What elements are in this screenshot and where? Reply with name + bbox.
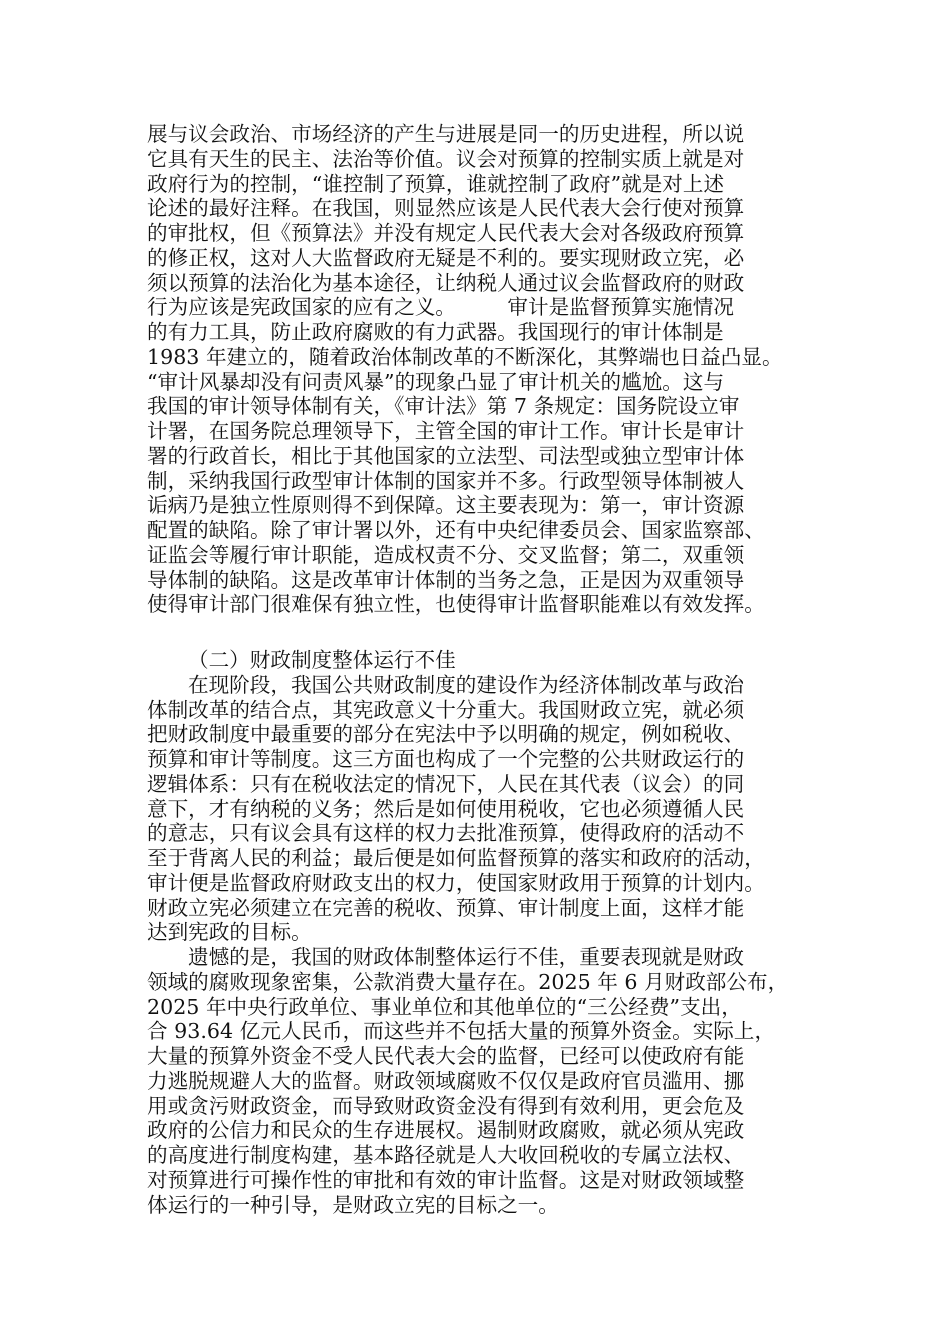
text-line: 达到宪政的目标。 xyxy=(147,920,312,945)
text-line: 的意志，只有议会具有这样的权力去批准预算，使得政府的活动不 xyxy=(147,821,745,846)
text-line: 制，采纳我国行政型审计体制的国家并不多。行政型领导体制被人 xyxy=(147,468,745,493)
text-line: 遗憾的是，我国的财政体制整体运行不佳，重要表现就是财政 xyxy=(188,945,745,969)
text-line: 合 93.64 亿元人民币，而这些并不包括大量的预算外资金。实际上， xyxy=(147,1019,776,1044)
text-line: 预算和审计等制度。这三方面也构成了一个完整的公共财政运行的 xyxy=(147,747,745,771)
text-line: 导体制的缺陷。这是改革审计体制的当务之急，正是因为双重领导 xyxy=(147,567,745,592)
text-line: 领域的腐败现象密集，公款消费大量存在。2025 年 6 月财政部公布， xyxy=(147,969,789,994)
text-line: 体运行的一种引导，是财政立宪的目标之一。 xyxy=(147,1192,559,1217)
text-line: 配置的缺陷。除了审计署以外，还有中央纪律委员会、国家监察部、 xyxy=(147,518,765,542)
text-line: 政府的公信力和民众的生存进展权。遏制财政腐败，就必须从宪政 xyxy=(147,1118,745,1143)
text-line: 力逃脱规避人大的监督。财政领域腐败不仅仅是政府官员滥用、挪 xyxy=(147,1068,745,1093)
text-line: 逻辑体系：只有在税收法定的情况下，人民在其代表（议会）的同 xyxy=(147,771,745,796)
text-line: 的审批权，但《预算法》并没有规定人民代表大会对各级政府预算 xyxy=(147,221,745,245)
text-line: 计署，在国务院总理领导下，主管全国的审计工作。审计长是审计 xyxy=(147,419,745,443)
text-line: 它具有天生的民主、法治等价值。议会对预算的控制实质上就是对 xyxy=(147,146,745,171)
text-line: 我国的审计领导体制有关，《审计法》第 7 条规定：国务院设立审 xyxy=(147,394,740,419)
text-line: 对预算进行可操作性的审批和有效的审计监督。这是对财政领域整 xyxy=(147,1167,745,1192)
text-line: 财政立宪必须建立在完善的税收、预算、审计制度上面，这样才能 xyxy=(147,895,745,920)
text-line: 至于背离人民的利益；最后便是如何监督预算的落实和政府的活动， xyxy=(147,846,765,870)
text-line: “审计风暴却没有问责风暴”的现象凸显了审计机关的尴尬。这与 xyxy=(147,369,725,394)
text-line: 的修正权，这对人大监督政府无疑是不利的。要实现财政立宪，必 xyxy=(147,245,745,270)
text-line: 署的行政首长，相比于其他国家的立法型、司法型或独立型审计体 xyxy=(147,443,745,468)
text-line: 意下，才有纳税的义务；然后是如何使用税收，它也必须遵循人民 xyxy=(147,796,745,821)
text-line: 1983 年建立的，随着政治体制改革的不断深化，其弊端也日益凸显。 xyxy=(147,344,783,369)
text-line: 用或贪污财政资金，而导致财政资金没有得到有效利用，更会危及 xyxy=(147,1093,745,1118)
section-heading: （二）财政制度整体运行不佳 xyxy=(188,648,456,672)
text-line: 政府行为的控制，“谁控制了预算，谁就控制了政府”就是对上述 xyxy=(147,171,725,196)
text-line: 证监会等履行审计职能，造成权责不分、交叉监督；第二，双重领 xyxy=(147,542,745,567)
text-line: 行为应该是宪政国家的应有之义。 审计是监督预算实施情况 xyxy=(147,295,734,320)
text-line: 体制改革的结合点，其宪政意义十分重大。我国财政立宪，就必须 xyxy=(147,697,745,722)
text-line: 的高度进行制度构建，基本路径就是人大收回税收的专属立法权、 xyxy=(147,1143,745,1167)
text-line: 论述的最好注释。在我国，则显然应该是人民代表大会行使对预算 xyxy=(147,196,745,221)
text-line: 审计便是监督政府财政支出的权力，使国家财政用于预算的计划内。 xyxy=(147,870,765,895)
text-line: 2025 年中央行政单位、事业单位和其他单位的“三公经费”支出， xyxy=(147,994,742,1019)
text-line: 大量的预算外资金不受人民代表大会的监督，已经可以使政府有能 xyxy=(147,1044,745,1068)
text-line: 的有力工具，防止政府腐败的有力武器。我国现行的审计体制是 xyxy=(147,320,724,344)
text-line: 把财政制度中最重要的部分在宪法中予以明确的规定，例如税收、 xyxy=(147,722,745,747)
text-line: 在现阶段，我国公共财政制度的建设作为经济体制改革与政治 xyxy=(188,672,745,697)
section-fiscal-system xyxy=(147,648,827,1217)
text-line: 诟病乃是独立性原则得不到保障。这主要表现为：第一，审计资源 xyxy=(147,493,745,518)
text-line: 展与议会政治、市场经济的产生与进展是同一的历史进程，所以说 xyxy=(147,122,745,146)
paragraph-budget-audit xyxy=(147,122,827,617)
text-line: 使得审计部门很难保有独立性，也使得审计监督职能难以有效发挥。 xyxy=(147,592,765,617)
text-line: 须以预算的法治化为基本途径，让纳税人通过议会监督政府的财政 xyxy=(147,270,745,295)
